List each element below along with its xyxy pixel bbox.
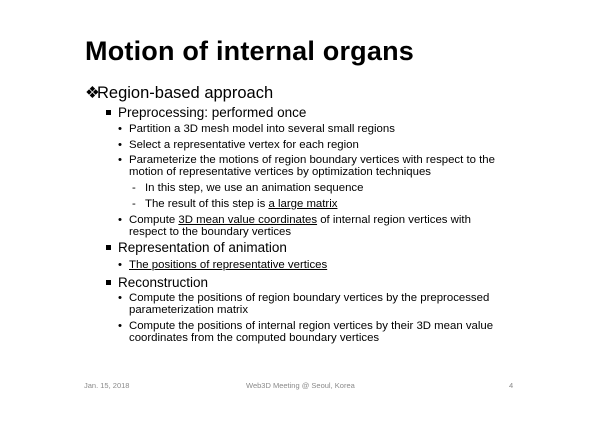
item-text: Parameterize the motions of region boundary vertices with respect to the <box>129 154 495 166</box>
dot-bullet-icon: • <box>118 320 122 332</box>
region-based-approach-item <box>85 83 273 103</box>
footer-event: Web3D Meeting @ Seoul, Korea <box>246 381 355 390</box>
item-text: Compute the positions of internal region vertices by their 3D mean value <box>129 320 494 332</box>
dot-bullet-icon: • <box>118 292 122 304</box>
reconstruction-item-internal <box>118 321 493 344</box>
dash-bullet-icon: - <box>132 198 136 210</box>
representation-item-positions <box>118 260 327 272</box>
item-text-continued: motion of representative vertices by optimization techniques <box>129 165 432 178</box>
footer-date: Jan. 15, 2018 <box>84 381 130 390</box>
representative-vertices-link[interactable]: The positions of representative vertices <box>129 259 328 271</box>
square-bullet-icon <box>106 280 111 285</box>
subitem-text: In this step, we use an animation sequence <box>145 182 364 194</box>
item-text: Select a representative vertex for each region <box>129 139 359 151</box>
large-matrix-link[interactable]: a large matrix <box>268 198 338 210</box>
dot-bullet-icon: • <box>118 259 122 271</box>
preprocessing-item-mean-value <box>118 215 471 238</box>
dot-bullet-icon: • <box>118 123 122 135</box>
item-text: Partition a 3D mesh model into several small regions <box>129 123 395 135</box>
item-text-continued: coordinates from the computed boundary vertices <box>129 331 380 344</box>
preprocessing-subitem-animation <box>132 183 363 195</box>
dot-bullet-icon: • <box>118 139 122 151</box>
item-text-continued: parameterization matrix <box>129 303 249 316</box>
preprocessing-item-partition <box>118 124 395 136</box>
dot-bullet-icon: • <box>118 214 122 226</box>
footer-page-number: 4 <box>509 381 514 390</box>
dot-bullet-icon: • <box>118 154 122 166</box>
representation-label: Representation of animation <box>118 240 287 255</box>
item-text: Compute the positions of region boundary vertices by the preprocessed <box>129 292 490 304</box>
item-text-continued: respect to the boundary vertices <box>129 225 292 238</box>
reconstruction-heading <box>104 275 208 290</box>
representation-heading <box>104 240 287 255</box>
square-bullet-icon <box>106 110 111 115</box>
preprocessing-heading <box>104 105 306 120</box>
preprocessing-item-select <box>118 140 359 152</box>
slide-title: Motion of internal organs <box>85 36 414 66</box>
region-based-approach-label: Region-based approach <box>97 84 274 102</box>
square-bullet-icon <box>106 245 111 250</box>
preprocessing-item-parameterize <box>118 155 495 178</box>
preprocessing-subitem-matrix <box>132 199 337 211</box>
preprocessing-label: Preprocessing: performed once <box>118 105 307 120</box>
dash-bullet-icon: - <box>132 182 136 194</box>
reconstruction-label: Reconstruction <box>118 275 209 290</box>
reconstruction-item-boundary <box>118 293 489 316</box>
mean-value-coordinates-link[interactable]: 3D mean value coordinates <box>178 214 318 226</box>
subitem-text: The result of this step is <box>145 198 269 210</box>
diamond-bullet-icon: ❖ <box>85 84 100 102</box>
item-text: of internal region vertices with <box>317 214 471 226</box>
item-text: Compute <box>129 214 179 226</box>
